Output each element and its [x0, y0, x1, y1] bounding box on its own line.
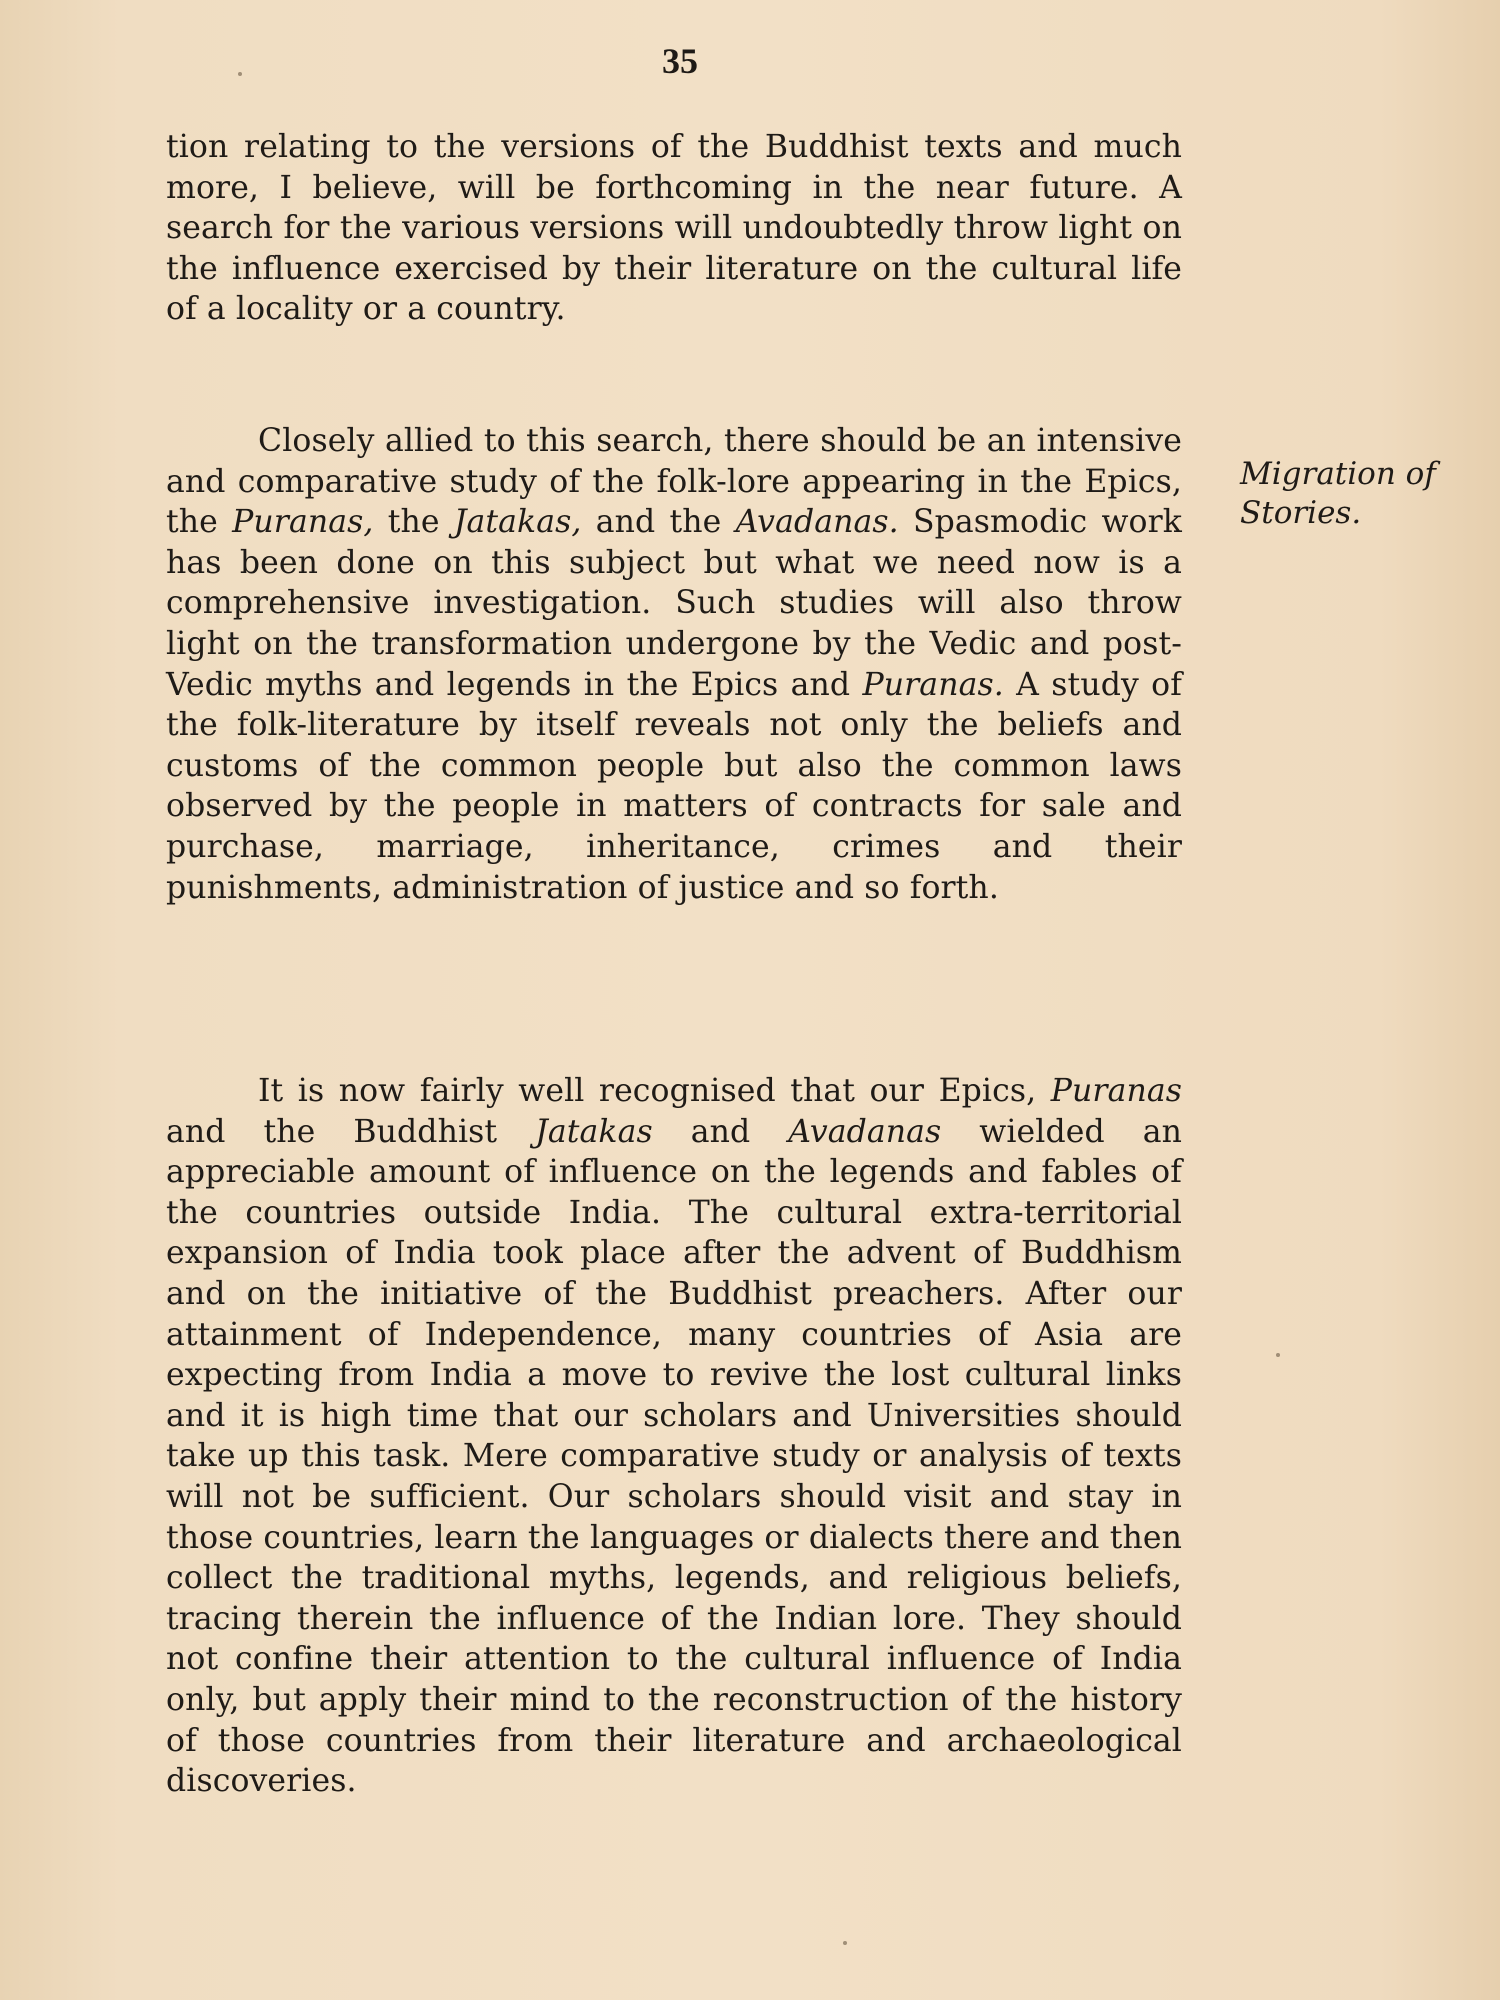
paragraph-3-segment: wielded an appreciable amount of influence on the legends and fables of the countries outside India. The cultural extra-territorial expansion of India took place after the advent of Buddhism and on the initiative of the Buddhist preachers. After our attainment of Independence, many countries of Asia are expecting from India a move to revive the lost cultural links and it is high time that our scholars and Universities should take up this task. Mere comparative study or analysis of texts will not be sufficient. Our scholars should visit and stay in those countries, learn the languages or dialects there and then collect the traditional myths, legends, and religious beliefs, tracing therein the influence of the Indian lore. They should not confine their attention to the cultural influence of India only, but apply their mind to the reconstruction of the history of those countries from their literature and archaeological discoveries. [166, 1113, 1182, 1800]
italic-term: Jatakas [535, 1113, 653, 1150]
paragraph-3-segment: and [652, 1113, 789, 1150]
italic-term: Puranas. [862, 666, 1004, 703]
paragraph-2-segment: the [373, 504, 454, 541]
paragraph-1 [166, 127, 1182, 330]
paragraph-2 [166, 421, 1182, 908]
paragraph-3 [166, 1071, 1182, 1802]
marginal-note-line-2: Stories. [1240, 495, 1362, 531]
paragraph-3-segment: It is now fairly well recognised that our Epics, [258, 1073, 1051, 1109]
paragraph-2-segment: A study of the folk-literature by itself reveals not only the beliefs and customs of the common people but also the common laws observed by the people in matters of contracts for sale and purchase, marriage, inheritance, crimes and their punishments, administration of justice and so forth. [166, 666, 1182, 906]
marginal-note-line-1: Migration of [1240, 456, 1436, 492]
paragraph-2-segment: and the [581, 504, 736, 541]
paragraph-1-text: tion relating to the versions of the Buddhist texts and much more, I believe, will be forthcoming in the near future. A search for the various versions will undoubtedly throw light on the influence exercised by their literature on the cultural life of a locality or a country. [166, 129, 1182, 328]
paper-speck [843, 1941, 847, 1945]
italic-term: Puranas, [232, 504, 374, 541]
italic-term: Avadanas. [735, 504, 899, 541]
italic-term: Avadanas [788, 1113, 942, 1150]
paragraph-2-segment: Spasmodic work has been done on this subject but what we need now is a comprehensive investigation. Such studies will also throw light on the transformation undergone by the Vedic and post-Vedic myths and legends in the Epics and [166, 504, 1182, 703]
page-number: 35 [662, 41, 698, 81]
paragraph-3-segment: and the Buddhist [166, 1113, 536, 1150]
paper-speck [1276, 1353, 1280, 1357]
marginal-note [1240, 455, 1470, 533]
paper-speck [238, 72, 242, 76]
italic-term: Jatakas, [453, 504, 582, 541]
italic-term: Puranas [1050, 1073, 1182, 1109]
paragraph-2-segment: Closely allied to this search, there should be an intensive and comparative study of the folk-lore appearing in the Epics, the [166, 423, 1182, 541]
